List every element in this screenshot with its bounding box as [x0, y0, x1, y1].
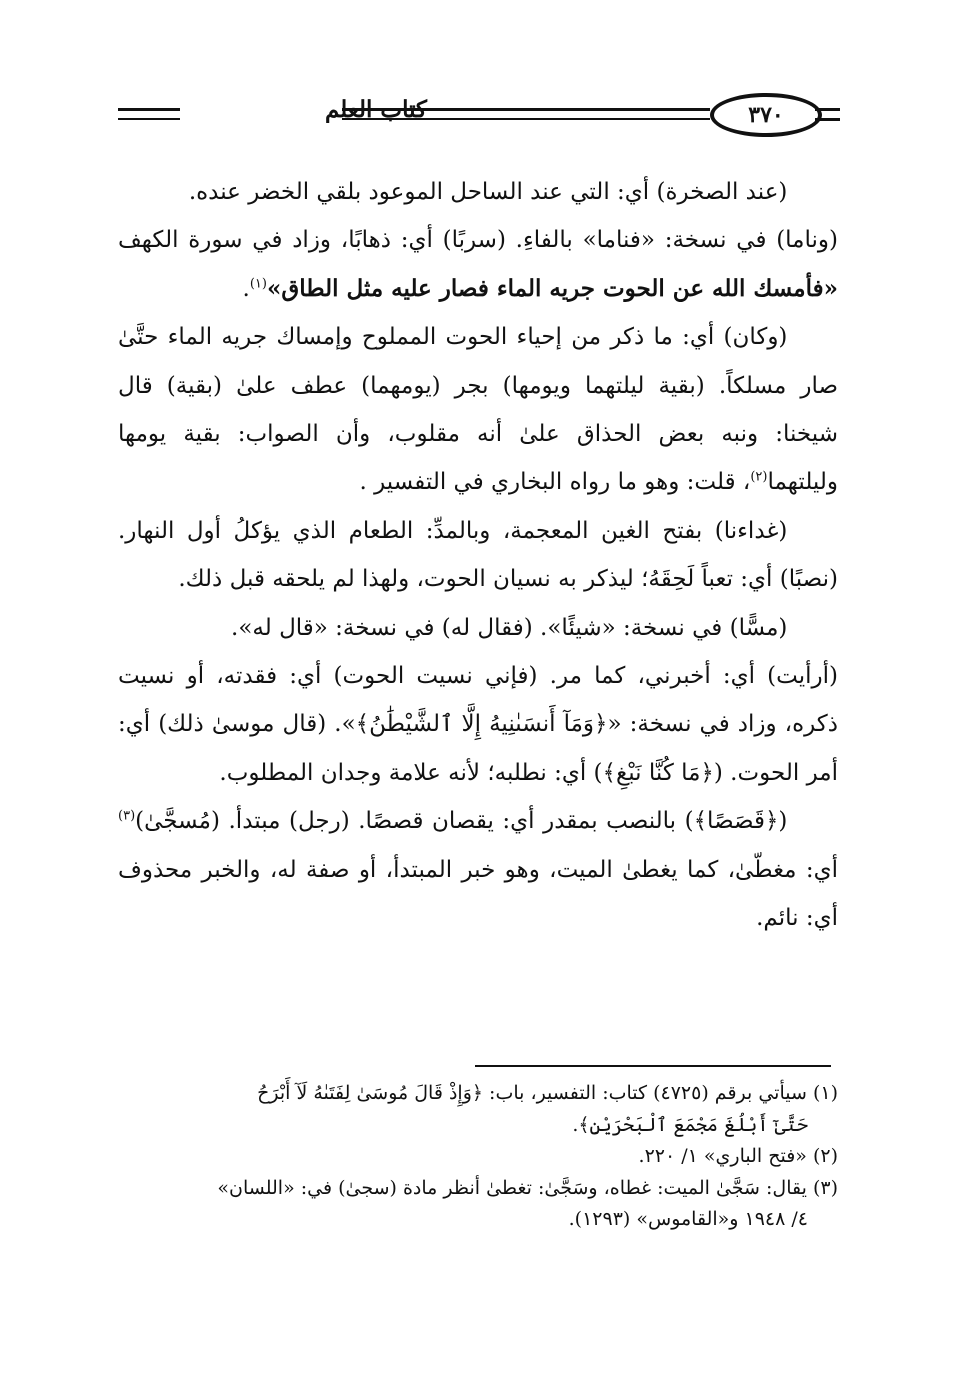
- footnote-text: (٣) يقال: سَجَّىٰ الميت: غطاه، وسَجَّىٰ: تغطىٰ أنظر مادة (سجىٰ) في: «اللسان»: [217, 1176, 838, 1199]
- footnote-text: حَتَّىٰٓ أَبْلُغَ مَجْمَعَ ٱلْبَحْرَيْنِ﴾.: [572, 1113, 808, 1136]
- footnote-divider: [475, 1065, 831, 1067]
- paragraph-text: ، قلت: وهو ما رواه البخاري في التفسير .: [359, 469, 751, 496]
- quoted-text: «فأمسك الله عن الحوت جريه الماء فصار عليه مثل الطاق»: [266, 274, 838, 302]
- paragraph-text: أي: مغطّىٰ، كما يغطىٰ الميت، وهو خبر المبتدأ، أو صفة له، والخبر محذوف أي: نائم.: [118, 856, 838, 932]
- footnote-ref-3[interactable]: (٣): [118, 808, 136, 824]
- paragraph-text: .: [242, 275, 250, 302]
- page-header: [110, 88, 840, 148]
- paragraph: [118, 216, 838, 313]
- footnote-text: ٤/ ١٩٤٨ و«القاموس» (١٢٩٣).: [568, 1208, 808, 1230]
- footnote-text: (١) سيأتي برقم (٤٧٢٥) كتاب: التفسير، باب: ﴿وَإِذْ قَالَ مُوسَىٰ لِفَتَىٰهُ لَآ أَبْرَحُ: [257, 1082, 838, 1104]
- paragraph-text: (أرأيت) أي: أخبرني، كما مر. (فإني نسيت الحوت) أي: فقدته، أو نسيت ذكره، وزاد في نسخة: «﴿وَمَآ أَنسَىٰنِيهُ إِلَّا ٱلشَّيْطَٰنُ﴾». (قال موسىٰ ذلك) أي: أمر الحوت. (﴿مَا كُنَّا نَبْغِ﴾) أي: نطلبه؛ لأنه علامة وجدان المطلوب.: [118, 663, 838, 786]
- paragraph-text: (غداءنا) بفتح الغين المعجمة، وبالمدِّ: الطعام الذي يؤكلُ أول النهار. (نصبًا) أي: تعباً لَحِقَهُ؛ ليذكر به نسيان الحوت، ولهذا لم يلحقه قبل ذلك.: [118, 517, 838, 593]
- main-text: [118, 168, 838, 943]
- header-rule-left-top: [118, 108, 180, 111]
- paragraph: [118, 604, 838, 652]
- paragraph-text: (عند الصخرة) أي: التي عند الساحل الموعود بلقي الخضر عنده.: [188, 179, 788, 205]
- footnote-1: [118, 1078, 838, 1110]
- paragraph-text: (مسًّا) في نسخة: «شيئًا». (فقال له) في نسخة: «قال له».: [231, 614, 788, 641]
- paragraph: [118, 313, 838, 507]
- footnote-3-continued: [118, 1204, 838, 1236]
- running-title: كتاب العلم: [325, 96, 427, 123]
- footnote-3: [118, 1173, 838, 1205]
- footnote-2: [118, 1141, 838, 1173]
- header-rule-left-bottom: [118, 118, 180, 120]
- paragraph-text: (وكان) أي: ما ذكر من إحياء الحوت المملوح وإمساك جريه الماء حتَّىٰ صار مسلكاً. (بقية ليلتهما ويومها) بجر (يومهما) عطف علىٰ (بقية) قال شيخنا: ونبه بعض الحذاق علىٰ أنه مقلوب، وأن الصواب: بقية يومها وليلتهما: [118, 324, 838, 496]
- paragraph: [118, 168, 838, 216]
- paragraph: [118, 797, 838, 942]
- paragraph-text: (﴿قَصَصًا﴾) بالنصب بمقدر أي: يقصان قصصًا. (رجل) مبتدأ. (مُسجَّىٰ): [135, 808, 788, 835]
- footnote-ref-2[interactable]: (٢): [750, 469, 768, 485]
- footnote-text: (٢) «فتح الباري» ١/ ٢٢٠.: [638, 1145, 838, 1167]
- paragraph-text: (وناما) في نسخة: «فناما» بالفاءِ. (سربًا) أي: ذهابًا، وزاد في سورة الكهف: [118, 227, 838, 254]
- footnote-ref-1[interactable]: (١): [249, 276, 267, 292]
- page-number: ٣٧٠: [710, 93, 822, 137]
- paragraph: [118, 652, 838, 797]
- footnote-1-continued: [118, 1110, 838, 1142]
- paragraph: [118, 507, 838, 604]
- footnotes: [118, 1078, 838, 1236]
